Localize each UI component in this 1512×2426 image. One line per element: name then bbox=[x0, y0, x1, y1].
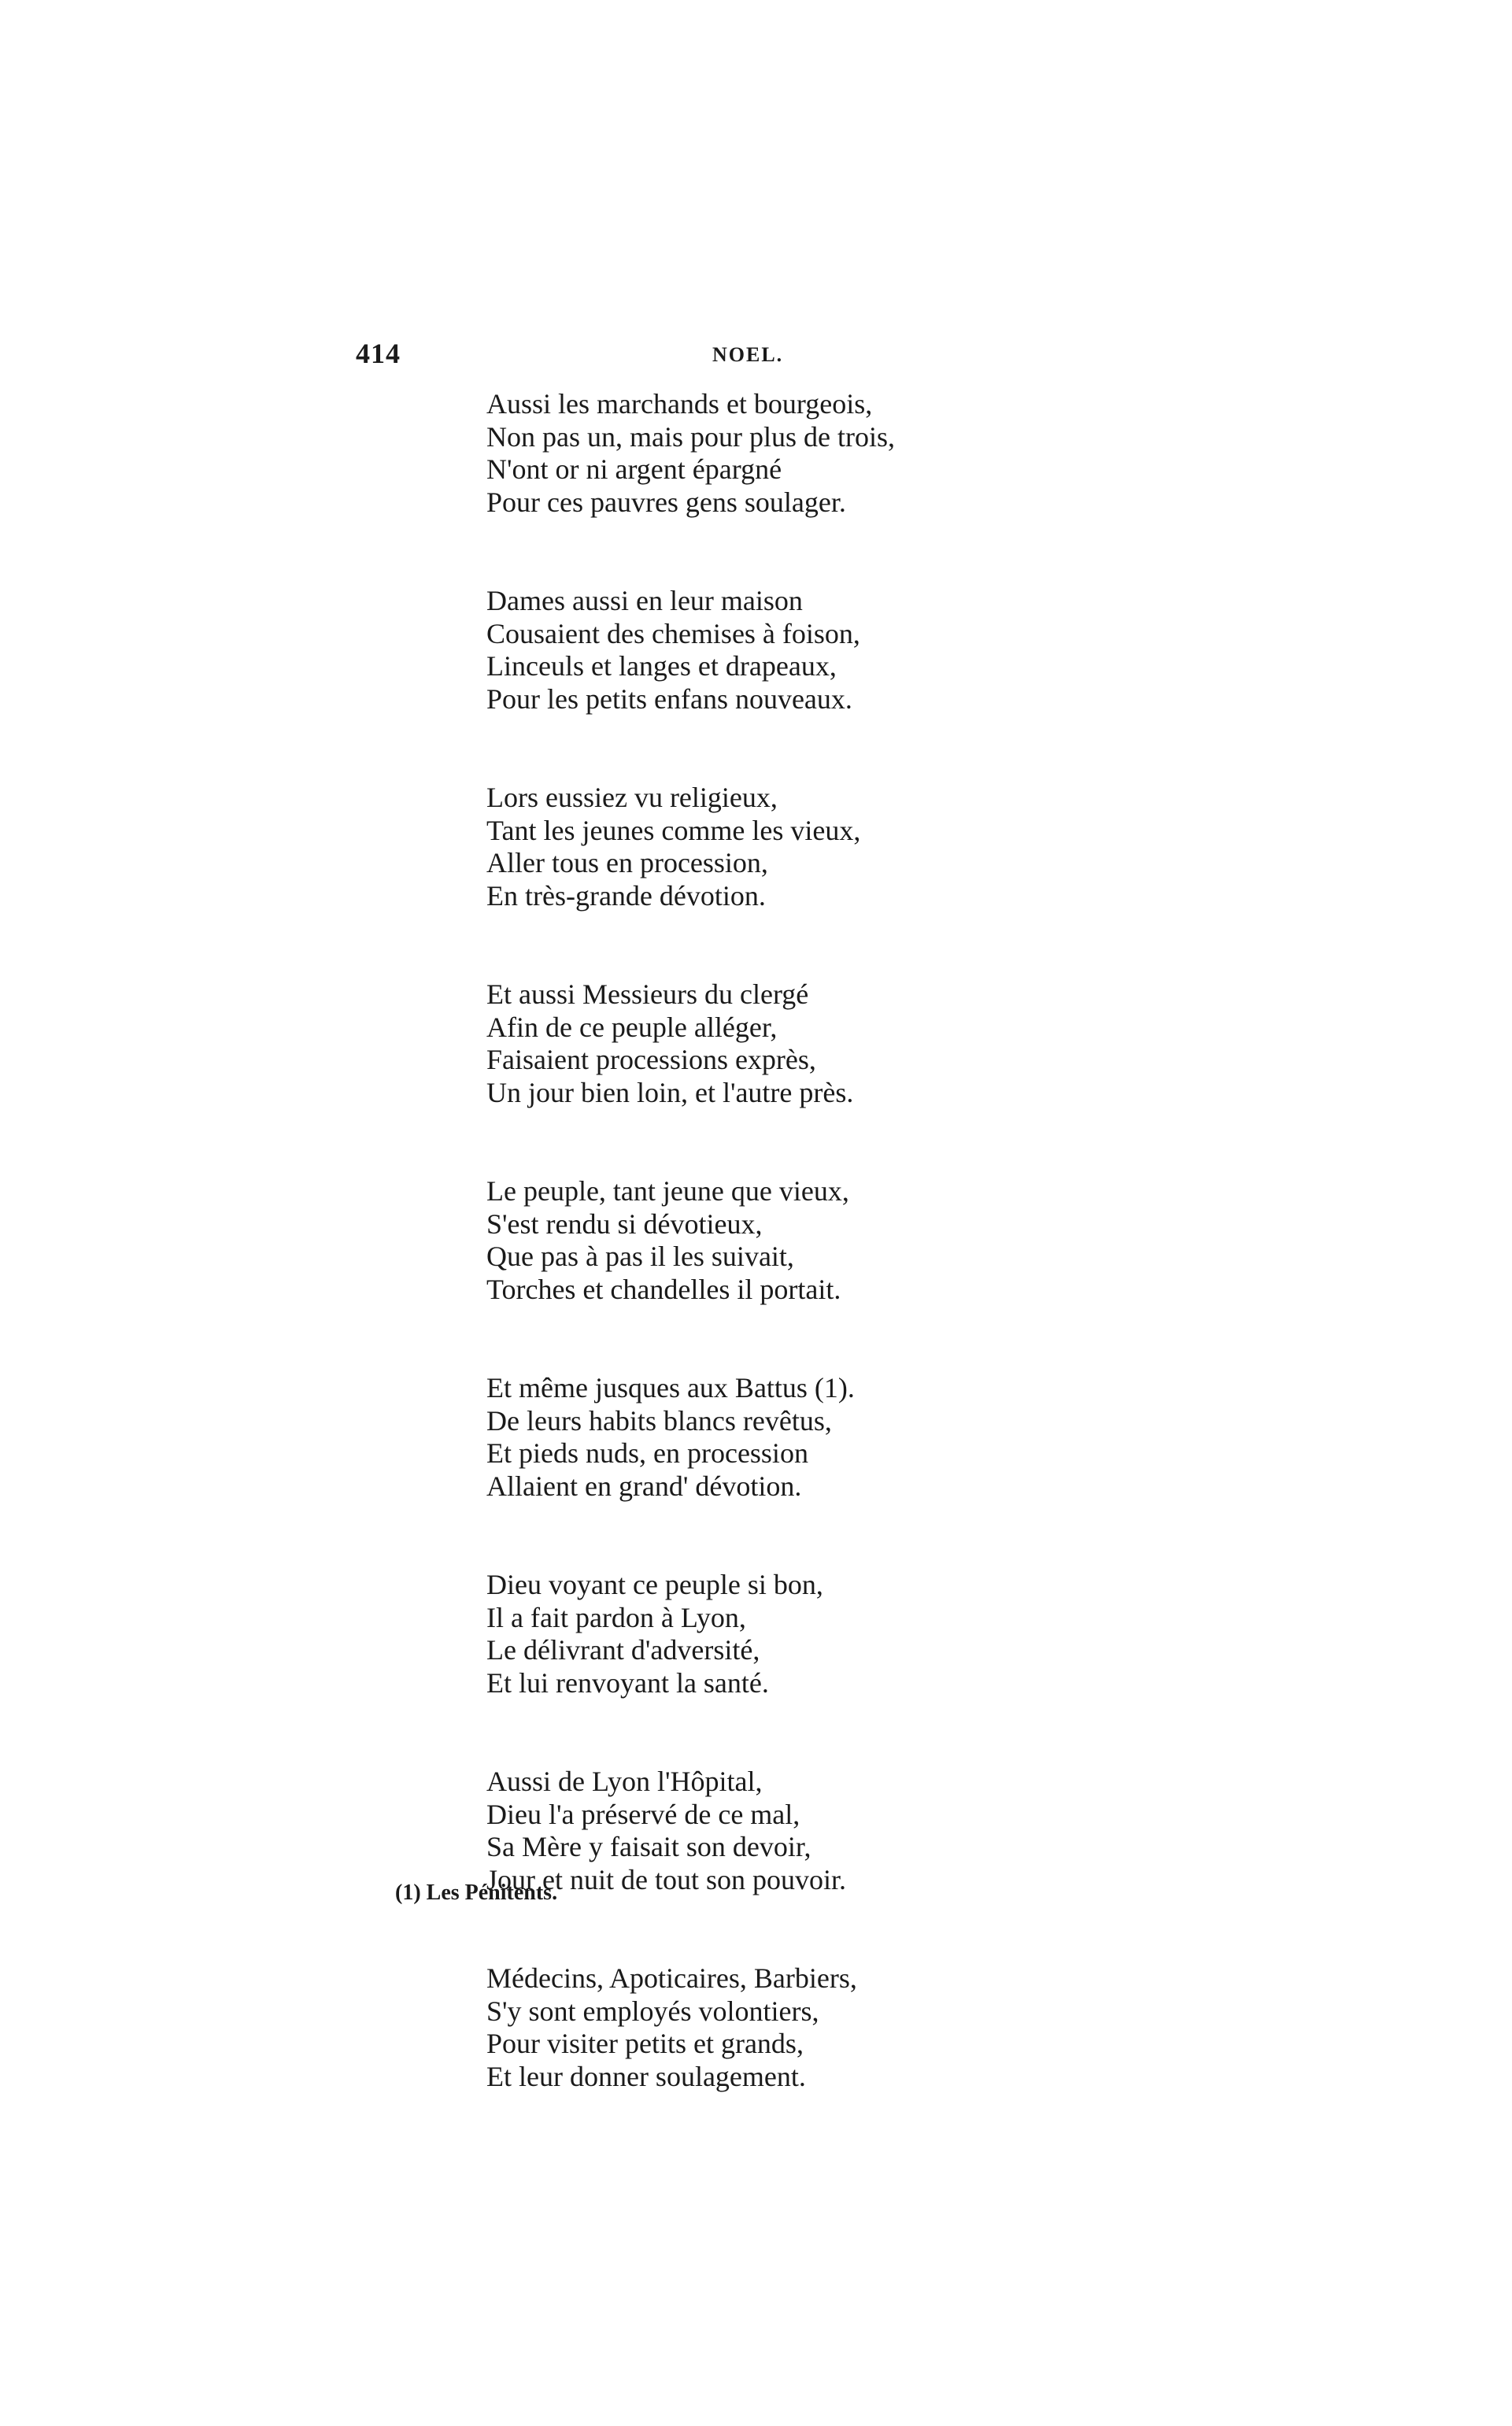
verse-line: Il a fait pardon à Lyon, bbox=[486, 1601, 746, 1633]
stanza-2 bbox=[486, 585, 1053, 716]
verse-line: Et lui renvoyant la santé. bbox=[486, 1666, 769, 1699]
verse-line: Jour et nuit de tout son pouvoir. bbox=[486, 1863, 846, 1895]
verse-line: Torches et chandelles il portait. bbox=[486, 1273, 841, 1305]
footnote: (1) Les Pénitents. bbox=[395, 1881, 558, 1905]
verse-line: Faisaient processions exprès, bbox=[486, 1044, 816, 1075]
verse-line: Aussi de Lyon l'Hôpital, bbox=[486, 1766, 763, 1797]
verse-line: Sa Mère y faisait son devoir, bbox=[486, 1831, 811, 1862]
verse-line: Et même jusques aux Battus (1). bbox=[486, 1372, 855, 1403]
verse-line: Dames aussi en leur maison bbox=[486, 585, 803, 616]
stanza-8 bbox=[486, 1766, 1053, 1896]
verse-line: Non pas un, mais pour plus de trois, bbox=[486, 420, 895, 453]
verse-line: Et leur donner soulagement. bbox=[486, 2060, 806, 2092]
verse-line: Dieu l'a préservé de ce mal, bbox=[486, 1798, 800, 1830]
verse-line: Un jour bien loin, et l'autre près. bbox=[486, 1076, 854, 1108]
verse-line: Et pieds nuds, en procession bbox=[486, 1437, 808, 1469]
verse-line: Linceuls et langes et drapeaux, bbox=[486, 650, 837, 682]
stanza-5 bbox=[486, 1175, 1053, 1306]
running-title: NOEL. bbox=[712, 343, 784, 366]
verse-line: Afin de ce peuple alléger, bbox=[486, 1011, 778, 1043]
verse-line: Dieu voyant ce peuple si bon, bbox=[486, 1569, 823, 1600]
verse-line: Aller tous en procession, bbox=[486, 847, 768, 878]
stanza-4 bbox=[486, 978, 1053, 1109]
verse-line: Pour visiter petits et grands, bbox=[486, 2028, 804, 2059]
stanza-3 bbox=[486, 782, 1053, 912]
verse-line: Le délivrant d'adversité, bbox=[486, 1634, 760, 1666]
verse-line: Pour les petits enfans nouveaux. bbox=[486, 682, 852, 715]
verse-line: Allaient en grand' dévotion. bbox=[486, 1470, 802, 1502]
poem-body bbox=[486, 388, 1053, 2159]
verse-line: Médecins, Apoticaires, Barbiers, bbox=[486, 1962, 857, 1994]
page-number: 414 bbox=[356, 338, 401, 369]
verse-line: De leurs habits blancs revêtus, bbox=[486, 1404, 832, 1437]
verse-line: Aussi les marchands et bourgeois, bbox=[486, 388, 873, 420]
verse-line: En très-grande dévotion. bbox=[486, 879, 766, 912]
verse-line: S'y sont employés volontiers, bbox=[486, 1995, 819, 2027]
verse-line: Cousaient des chemises à foison, bbox=[486, 617, 860, 649]
verse-line: Tant les jeunes comme les vieux, bbox=[486, 814, 861, 846]
verse-line: Que pas à pas il les suivait, bbox=[486, 1241, 794, 1272]
verse-line: S'est rendu si dévotieux, bbox=[486, 1207, 763, 1240]
verse-line: Pour ces pauvres gens soulager. bbox=[486, 486, 846, 518]
verse-line: Le peuple, tant jeune que vieux, bbox=[486, 1175, 849, 1207]
verse-line: N'ont or ni argent épargné bbox=[486, 453, 782, 485]
stanza-1 bbox=[486, 388, 1053, 519]
verse-line: Lors eussiez vu religieux, bbox=[486, 782, 778, 813]
stanza-7 bbox=[486, 1569, 1053, 1699]
stanza-9 bbox=[486, 1962, 1053, 2093]
verse-line: Et aussi Messieurs du clergé bbox=[486, 978, 809, 1010]
stanza-6 bbox=[486, 1372, 1053, 1503]
